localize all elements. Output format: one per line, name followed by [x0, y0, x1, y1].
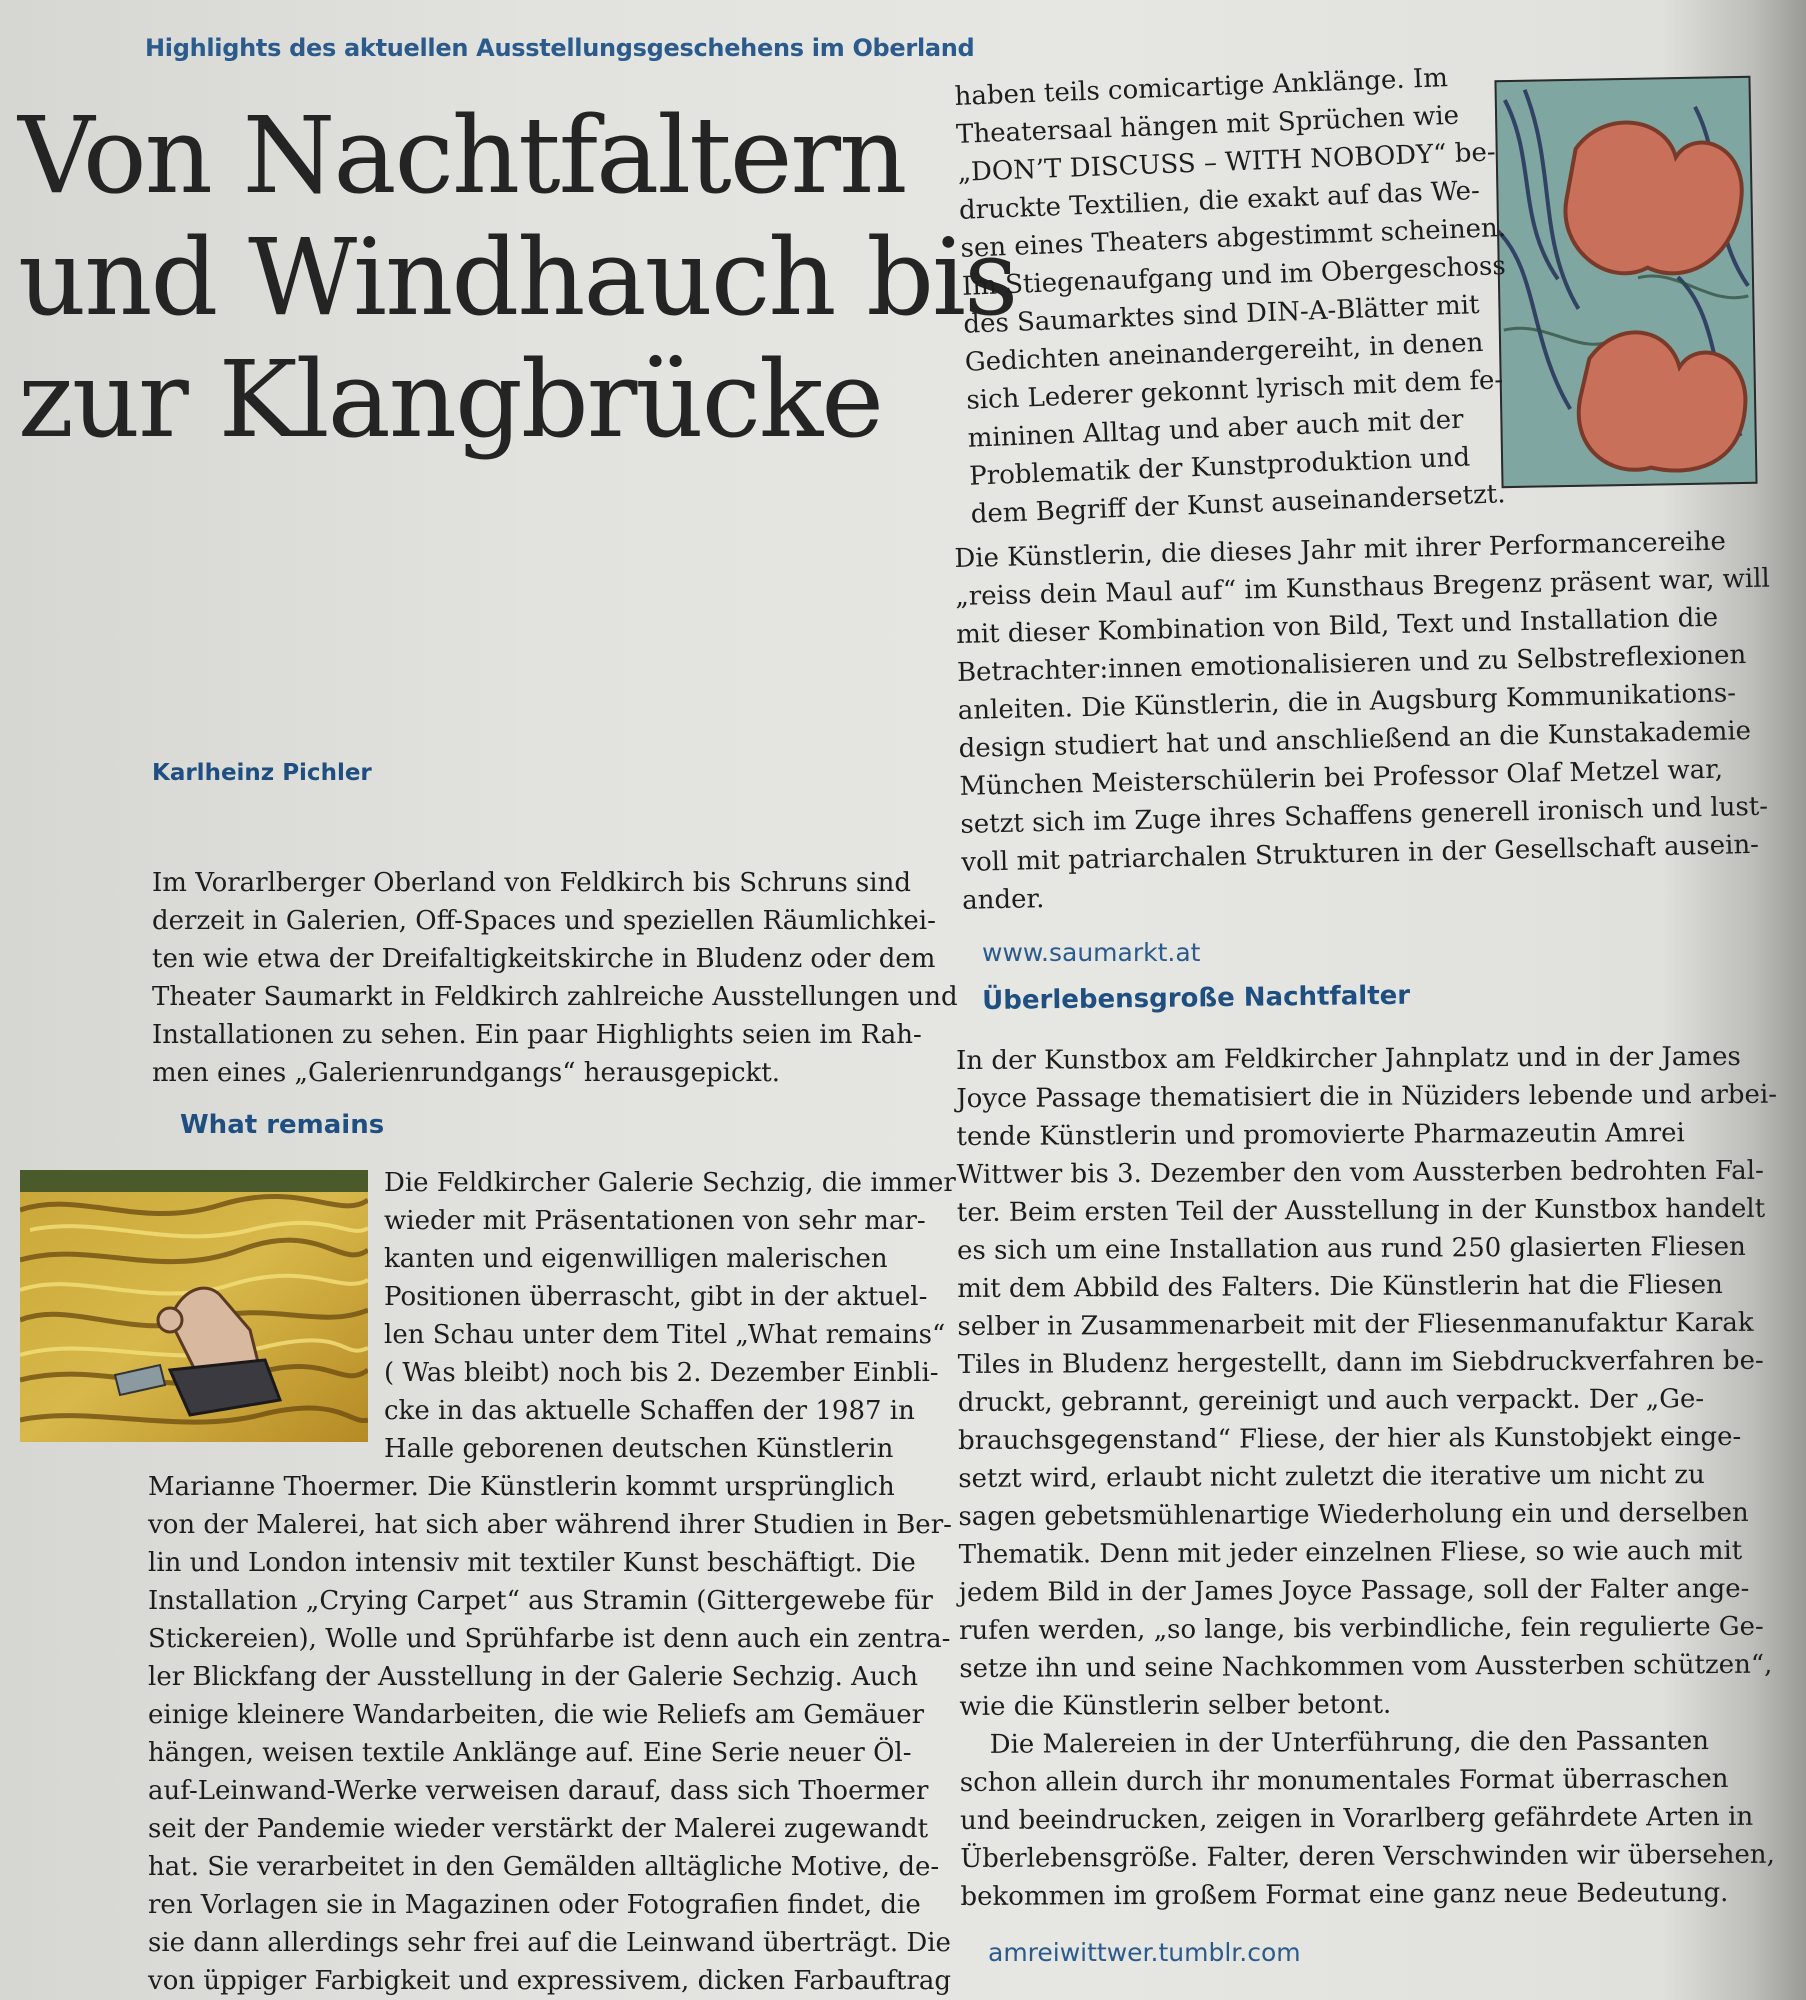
text-line: von der Malerei, hat sich aber während ihrer Studien in Ber-: [148, 1510, 952, 1540]
kicker: Highlights des aktuellen Ausstellungsgeschehens im Oberland: [145, 34, 975, 62]
text-line: des Saumarktes sind DIN-A-Blätter mit: [962, 290, 1481, 340]
text-line: Marianne Thoermer. Die Künstlerin kommt ursprünglich: [148, 1472, 895, 1502]
text-line: derzeit in Galerien, Off-Spaces und speziellen Räumlichkei-: [152, 906, 936, 936]
link-amreiwittwer[interactable]: amreiwittwer.tumblr.com: [988, 1938, 1301, 1967]
text-line: einige kleinere Wandarbeiten, die wie Reliefs am Gemäuer: [148, 1700, 925, 1730]
text-line: Positionen überrascht, gibt in der aktuel-: [384, 1282, 928, 1312]
text-line: schon allein durch ihr monumentales Format überraschen: [959, 1763, 1729, 1798]
headline-line: Von Nachtfaltern: [18, 94, 906, 217]
right-column-text: [954, 522, 1777, 920]
text-line: Installationen zu sehen. Ein paar Highlights seien im Rah-: [152, 1020, 922, 1050]
text-line: Tiles in Bludenz hergestellt, dann im Siebdruckverfahren be-: [957, 1345, 1764, 1380]
text-line: men eines „Galerienrundgangs“ herausgepickt.: [152, 1058, 780, 1088]
text-line: mit dieser Kombination von Bild, Text und Installation die: [955, 602, 1719, 650]
text-line: sie dann allerdings sehr frei auf die Leinwand überträgt. Die: [148, 1928, 951, 1958]
text-line: brauchsgegenstand“ Fliese, der hier als Kunstobjekt einge-: [958, 1421, 1742, 1456]
text-line: Halle geborenen deutschen Künstlerin: [384, 1434, 894, 1464]
text-line: es sich um eine Installation aus rund 250 glasierten Fliesen: [957, 1231, 1746, 1266]
what-remains-text: [148, 1468, 952, 2000]
text-line: bekommen im großem Format eine ganz neue Bedeutung.: [960, 1877, 1729, 1912]
what-remains-text-beside-image: [384, 1164, 956, 1468]
headline-line: und Windhauch bis: [18, 216, 1017, 339]
text-line: mit dem Abbild des Falters. Die Künstlerin hat die Fliesen: [957, 1269, 1723, 1304]
text-line: sen eines Theaters abgestimmt scheinen.: [959, 212, 1507, 264]
text-line: sich Lederer gekonnt lyrisch mit dem fe-: [965, 365, 1504, 416]
nachtfalter-text: [956, 1038, 1781, 1916]
text-line: Die Malereien in der Unterführung, die den Passanten: [989, 1726, 1710, 1760]
headline-line: zur Klangbrücke: [18, 338, 883, 461]
text-line: ren Vorlagen sie in Magazinen oder Fotografien findet, die: [148, 1890, 921, 1920]
text-line: ler Blickfang der Ausstellung in der Galerie Sechzig. Auch: [148, 1662, 918, 1692]
section-heading-nachtfalter: Überlebensgroße Nachtfalter: [982, 980, 1411, 1016]
text-line: kanten und eigenwilligen malerischen: [384, 1244, 888, 1274]
text-line: von üppiger Farbigkeit und expressivem, dicken Farbauftrag: [148, 1966, 951, 1996]
text-line: hängen, weisen textile Anklänge auf. Eine Serie neuer Öl-: [148, 1738, 912, 1768]
text-line: Installation „Crying Carpet“ aus Stramin (Gittergewebe für: [148, 1586, 933, 1616]
text-line: cke in das aktuelle Schaffen der 1987 in: [384, 1396, 915, 1426]
link-saumarkt[interactable]: www.saumarkt.at: [982, 938, 1201, 967]
text-line: München Meisterschülerin bei Professor Olaf Metzel war,: [959, 754, 1724, 802]
text-line: Joyce Passage thematisiert die in Nüziders lebende und arbei-: [956, 1079, 1778, 1114]
text-line: lin und London intensiv mit textiler Kunst beschäftigt. Die: [148, 1548, 916, 1578]
intro-paragraph: [152, 864, 958, 1092]
text-line: hat. Sie verarbeitet in den Gemälden alltägliche Motive, de-: [148, 1852, 940, 1882]
text-line: wie die Künstlerin selber betont.: [959, 1689, 1392, 1722]
text-line: wieder mit Präsentationen von sehr mar-: [384, 1206, 926, 1236]
text-line: Theater Saumarkt in Feldkirch zahlreiche Ausstellungen und: [152, 982, 958, 1012]
text-line: jedem Bild in der James Joyce Passage, soll der Falter ange-: [958, 1573, 1750, 1608]
artwork-image: [1494, 76, 1757, 488]
text-line: sagen gebetsmühlenartige Wiederholung ein und derselben: [958, 1497, 1749, 1532]
text-line: In der Kunstbox am Feldkircher Jahnplatz und in der James: [956, 1041, 1741, 1076]
text-line: Überlebensgröße. Falter, deren Verschwinden wir übersehen,: [960, 1839, 1775, 1874]
text-line: Gedichten aneinandergereiht, in denen: [964, 327, 1484, 378]
text-line: setzt wird, erlaubt nicht zuletzt die iterative um nicht zu: [958, 1460, 1705, 1494]
text-line: „reiss dein Maul auf“ im Kunsthaus Bregenz präsent war, will: [954, 563, 1771, 612]
text-line: setze ihn und seine Nachkommen vom Aussterben schützen“,: [959, 1649, 1773, 1684]
headline: [18, 94, 1017, 461]
section-heading-what-remains: What remains: [180, 1110, 385, 1140]
text-line: Theatersaal hängen mit Sprüchen wie: [955, 100, 1460, 150]
text-line: mininen Alltag und aber auch mit der: [967, 404, 1465, 454]
text-line: ten wie etwa der Dreifaltigkeitskirche in Bludenz oder dem: [152, 944, 936, 974]
text-line: voll mit patriarchalen Strukturen in der Gesellschaft ausein-: [960, 829, 1760, 878]
text-line: ( Was bleibt) noch bis 2. Dezember Einbli-: [384, 1358, 939, 1388]
text-line: Die Künstlerin, die dieses Jahr mit ihrer Performancereihe: [954, 526, 1727, 574]
right-column-text-beside-image: [954, 57, 1517, 534]
text-line: Im Stiegenaufgang und im Obergeschoss: [961, 250, 1507, 302]
text-line: rufen werden, „so lange, bis verbindliche, fein regulierte Ge-: [959, 1611, 1764, 1646]
text-line: dem Begriff der Kunst auseinandersetzt.: [970, 479, 1506, 530]
text-line: auf-Leinwand-Werke verweisen darauf, dass sich Thoermer: [148, 1776, 929, 1806]
text-line: „DON’T DISCUSS – WITH NOBODY“ be-: [957, 137, 1497, 188]
text-line: haben teils comicartige Anklänge. Im: [954, 63, 1449, 112]
text-line: Im Vorarlberger Oberland von Feldkirch bis Schruns sind: [152, 868, 911, 898]
text-line: ander.: [961, 884, 1045, 916]
text-line: druckt, gebrannt, gereinigt und auch verpackt. Der „Ge-: [957, 1384, 1705, 1418]
text-line: Problematik der Kunstproduktion und: [968, 442, 1471, 492]
text-line: len Schau unter dem Titel „What remains“: [384, 1320, 946, 1350]
text-line: selber in Zusammenarbeit mit der Fliesenmanufaktur Karak: [957, 1307, 1754, 1342]
text-line: und beeindrucken, zeigen in Vorarlberg gefährdete Arten in: [960, 1801, 1754, 1836]
text-line: druckte Textilien, die exakt auf das We-: [958, 175, 1481, 226]
text-line: anleiten. Die Künstlerin, die in Augsburg Kommunikations-: [957, 678, 1737, 726]
text-line: seit der Pandemie wieder verstärkt der Malerei zugewandt: [148, 1814, 929, 1844]
text-line: Betrachter:innen emotionalisieren und zu Selbstreflexionen: [956, 640, 1747, 688]
text-line: ter. Beim ersten Teil der Ausstellung in der Kunstbox handelt: [956, 1193, 1766, 1228]
text-line: Stickereien), Wolle und Sprühfarbe ist denn auch ein zentra-: [148, 1624, 951, 1654]
text-line: tende Künstlerin und promovierte Pharmazeutin Amrei: [956, 1118, 1685, 1152]
text-line: Die Feldkircher Galerie Sechzig, die immer: [384, 1168, 956, 1198]
text-line: Wittwer bis 3. Dezember den vom Aussterben bedrohten Fal-: [956, 1155, 1764, 1190]
painting-image: [20, 1170, 368, 1442]
text-line: setzt sich im Zuge ihres Schaffens generell ironisch und lust-: [960, 791, 1769, 840]
text-line: design studiert hat und anschließend an die Kunstakademie: [958, 715, 1752, 764]
text-line: Thematik. Denn mit jeder einzelnen Fliese, so wie auch mit: [958, 1535, 1743, 1570]
author: Karlheinz Pichler: [152, 760, 372, 786]
